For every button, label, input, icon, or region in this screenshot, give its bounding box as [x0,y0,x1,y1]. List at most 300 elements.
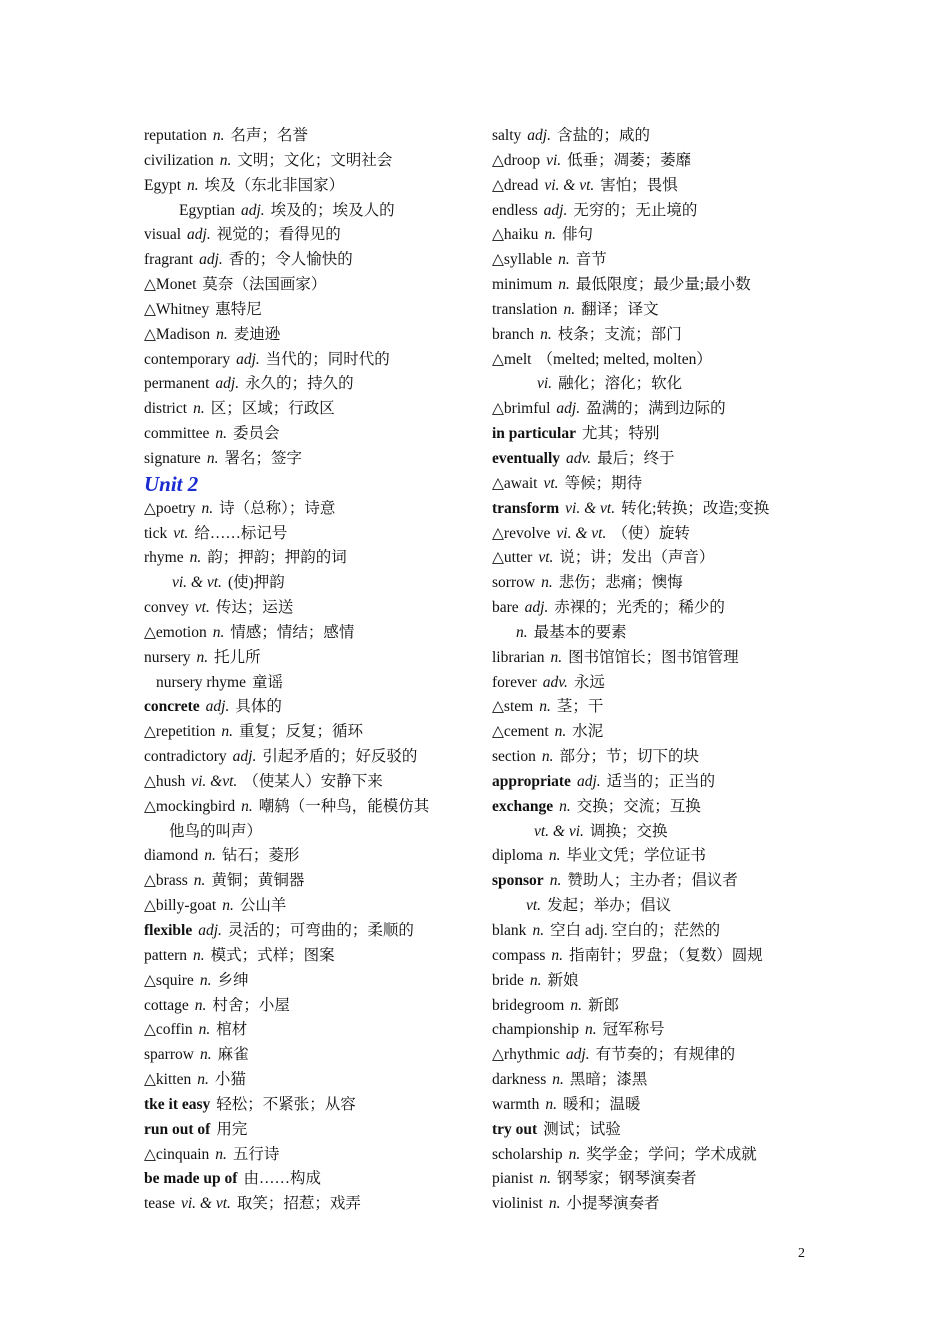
part-of-speech: adj. [556,400,581,418]
part-of-speech: n. [193,872,206,890]
vocab-entry [492,1043,822,1068]
vocab-meaning: 钻石；菱形 [221,847,300,865]
part-of-speech: vi. & vt. [172,574,222,592]
vocab-word: district [144,400,188,418]
part-of-speech: n. [187,176,199,194]
vocab-word: forever [492,673,537,691]
vocab-meaning: 盈满的；满到边际的 [586,400,726,418]
vocab-entry [492,472,822,497]
vocab-meaning: 具体的 [235,698,282,716]
part-of-speech: n. [554,723,567,741]
vocab-word: △Madison [144,325,211,343]
vocab-word: bride [492,971,524,989]
vocab-meaning: 部分；节；切下的块 [559,748,700,766]
vocab-word: in particular [492,425,576,443]
vocab-entry [144,447,474,472]
vocab-word: Egypt [144,176,182,194]
vocab-entry [492,695,822,720]
vocab-entry [144,298,474,323]
vocab-word: permanent [144,375,210,393]
vocab-meaning: 害怕；畏惧 [600,176,678,194]
vocab-meaning: 枝条；支流；部门 [557,325,682,343]
part-of-speech: n. [545,1095,557,1113]
vocab-word: rhyme [144,549,184,567]
vocab-entry [492,447,822,472]
vocab-meaning: 灵活的；可弯曲的；柔顺的 [227,922,414,939]
vocab-word: pianist [492,1170,534,1188]
part-of-speech: adj. [524,599,549,617]
vocab-word: nursery [144,648,191,666]
unit-heading [144,472,474,497]
vocab-word: △Monet [144,276,197,294]
vocab-entry [144,720,474,745]
vocab-meaning: 模式；式样；图案 [210,946,335,964]
vocab-entry [144,497,474,522]
vocab-entry [144,695,474,720]
vocab-entry [144,646,474,671]
vocab-meaning: 情感；情结；感情 [230,623,355,641]
vocab-word: championship [492,1021,579,1039]
vocab-word: blank [492,922,527,939]
vocab-word: △hush [144,772,186,790]
part-of-speech: vi. &vt. [191,772,238,790]
vocab-entry [492,820,822,845]
vocab-entry [492,770,822,795]
part-of-speech: n. [215,1145,227,1163]
vocab-entry [144,248,474,273]
vocab-word: transform [492,499,560,517]
part-of-speech: n. [193,400,205,418]
vocab-word: △droop [492,151,541,169]
vocab-meaning: 黄铜；黄铜器 [211,872,305,890]
vocab-entry [492,571,822,596]
part-of-speech: n. [541,574,553,592]
vocab-entry [492,844,822,869]
vocabulary-column-right [492,124,822,1217]
vocab-entry [492,199,822,224]
vocab-meaning: 传达；运送 [215,599,294,617]
vocab-entry [492,248,822,273]
part-of-speech: adj. [527,127,551,144]
vocab-meaning: 含盐的；咸的 [556,127,650,144]
vocab-meaning: 小提琴演奏者 [566,1195,660,1213]
vocab-word: diamond [144,847,199,865]
part-of-speech: adj. [576,772,601,790]
vocab-entry [144,894,474,919]
part-of-speech: adj. [215,375,240,393]
vocab-word: Egyptian [179,201,235,219]
vocab-entry [492,1143,822,1168]
vocab-word: △revolve [492,524,551,542]
part-of-speech: n. [222,897,234,915]
part-of-speech: n. [548,847,561,865]
part-of-speech: n. [212,127,225,144]
part-of-speech: n. [551,946,564,964]
vocab-word: △Whitney [144,300,210,318]
vocab-meaning: 取笑；招惹；戏弄 [236,1195,361,1213]
part-of-speech: vt. [194,599,210,617]
vocab-entry [492,546,822,571]
vocab-entry [492,671,822,696]
vocab-meaning: 奖学金；学问；学术成就 [586,1145,757,1163]
vocab-word: try out [492,1120,538,1138]
vocab-meaning: 五行诗 [232,1145,280,1163]
vocab-meaning: 赤裸的；光秃的；稀少的 [554,599,725,617]
vocab-entry [144,372,474,397]
page-number: 2 [798,1246,805,1261]
vocab-word: reputation [144,127,207,144]
vocab-word: visual [144,226,182,244]
vocab-word: darkness [492,1071,547,1089]
vocab-entry [492,894,822,919]
vocab-word: △repetition [144,723,216,741]
vocab-word: tick [144,524,168,542]
vocab-meaning: 转化;转换；改造;变换 [621,499,770,517]
vocab-meaning: 茎；干 [556,698,604,716]
vocab-meaning: (使)押韵 [227,574,285,592]
vocab-meaning: 由……构成 [243,1170,321,1188]
vocab-word: △billy-goat [144,897,217,915]
vocab-entry [492,223,822,248]
part-of-speech: adj. [240,201,265,219]
vocab-word: warmth [492,1095,540,1113]
vocab-word: △squire [144,971,194,989]
part-of-speech: n. [540,325,552,343]
vocab-word: contemporary [144,350,231,368]
vocabulary-column-left [144,124,474,1217]
vocab-meaning: 暖和；温暖 [562,1095,641,1113]
vocab-entry [492,1192,822,1217]
part-of-speech: n. [563,300,576,318]
vocab-word: scholarship [492,1145,563,1163]
vocab-word: bare [492,599,519,617]
part-of-speech: n. [550,648,563,666]
vocab-word: pattern [144,946,188,964]
part-of-speech: n. [539,1170,551,1188]
part-of-speech: n. [539,698,551,716]
vocab-entry [144,795,474,820]
part-of-speech: vi. [537,375,553,393]
part-of-speech: n. [189,549,202,567]
vocab-meaning: 重复；反复；循环 [238,723,363,741]
part-of-speech: n. [199,1046,212,1064]
part-of-speech: vi. & vt. [556,524,607,542]
part-of-speech: adj. [236,350,260,368]
vocab-word: branch [492,325,535,343]
vocab-word: eventually [492,449,561,467]
part-of-speech: n. [206,449,219,467]
vocab-entry [492,1068,822,1093]
part-of-speech: n. [201,499,214,517]
vocab-meaning: 乡绅 [217,971,249,989]
vocab-meaning: （melted; melted, molten） [537,350,712,368]
vocab-entry [144,546,474,571]
vocab-entry [492,1093,822,1118]
part-of-speech: n. [544,226,556,244]
vocab-meaning: 莫奈（法国画家） [202,276,327,294]
vocab-entry [492,621,822,646]
vocab-entry [144,1143,474,1168]
vocab-meaning: 测试；试验 [543,1120,621,1138]
vocab-word: △cement [492,723,549,741]
vocab-entry [492,497,822,522]
vocab-entry [144,1167,474,1192]
vocab-word: △poetry [144,499,196,517]
part-of-speech: adj. [232,748,257,766]
part-of-speech: n. [584,1021,597,1039]
vocab-word: △await [492,474,538,492]
vocab-meaning: 嘲鸫（一种鸟，能模仿其 [258,797,430,815]
vocab-entry [144,348,474,373]
vocab-entry [492,869,822,894]
part-of-speech: vt. [543,474,559,492]
part-of-speech: n. [241,797,253,815]
part-of-speech: vt. [538,549,554,567]
vocab-meaning: 适当的；正当的 [606,772,716,790]
vocab-meaning: 香的；令人愉快的 [228,251,353,269]
vocab-word: concrete [144,698,200,716]
vocab-meaning: 村舍；小屋 [212,996,290,1014]
vocab-word: △brimful [492,400,551,418]
vocab-word: appropriate [492,772,571,790]
vocab-word: minimum [492,276,553,294]
vocab-meaning: 文明；文化；文明社会 [237,151,393,169]
part-of-speech: n. [548,1195,561,1213]
vocab-entry [492,372,822,397]
vocab-entry [144,223,474,248]
vocab-entry [144,745,474,770]
vocab-word: endless [492,201,538,219]
vocab-word: △utter [492,549,533,567]
vocab-meaning: 音节 [575,251,607,269]
vocab-meaning: 给……标记号 [194,524,288,542]
vocab-meaning: 小猫 [214,1071,246,1089]
vocab-word: cottage [144,996,189,1014]
vocab-entry [144,770,474,795]
part-of-speech: adv. [542,673,568,691]
vocab-entry [492,149,822,174]
vocab-word: tease [144,1195,175,1213]
part-of-speech: adj. [187,226,211,244]
vocab-word: bridegroom [492,996,565,1014]
part-of-speech: n. [198,1021,211,1039]
vocab-entry [144,820,474,845]
vocab-meaning: 麻雀 [217,1046,249,1064]
vocab-word: nursery rhyme [156,673,246,691]
vocab-entry [144,1043,474,1068]
vocab-entry [492,1167,822,1192]
vocab-entry [492,646,822,671]
part-of-speech: n. [529,971,542,989]
vocab-word: △melt [492,350,532,368]
vocab-word: flexible [144,922,193,939]
part-of-speech: n. [196,648,209,666]
vocab-entry [144,596,474,621]
vocab-meaning: 翻译；译文 [581,300,659,318]
part-of-speech: n. [204,847,216,865]
part-of-speech: adj. [543,201,568,219]
part-of-speech: n. [215,425,228,443]
vocab-word: △syllable [492,251,553,269]
vocab-entry [144,844,474,869]
vocab-meaning: 埃及的；埃及人的 [270,201,395,219]
vocab-meaning: 童谣 [251,673,283,691]
vocab-meaning: 融化；溶化；软化 [558,375,683,393]
vocab-word: violinist [492,1195,543,1213]
vocab-entry [144,1068,474,1093]
vocab-word: △cinquain [144,1145,210,1163]
vocab-word: tke it easy [144,1095,211,1113]
vocab-entry [144,422,474,447]
part-of-speech: n. [197,1071,209,1089]
vocab-entry [492,720,822,745]
vocab-word: sparrow [144,1046,194,1064]
part-of-speech: n. [568,1145,581,1163]
vocab-meaning: 埃及（东北非国家） [204,176,345,194]
vocab-entry [144,1018,474,1043]
vocab-entry [492,124,822,149]
vocab-entry [144,199,474,224]
part-of-speech: n. [221,723,233,741]
vocab-meaning: 最后；终于 [597,449,675,467]
vocab-entry [144,919,474,944]
vocab-word: run out of [144,1120,211,1138]
vocab-entry [492,522,822,547]
vocab-meaning: 调换；交换 [589,822,668,840]
vocab-meaning: 新郎 [587,996,619,1014]
vocab-word: signature [144,449,201,467]
vocab-meaning: 托儿所 [214,648,261,666]
vocab-meaning: 钢琴家；钢琴演奏者 [556,1170,697,1188]
part-of-speech: n. [193,946,205,964]
vocab-meaning: 黑暗；漆黑 [569,1071,648,1089]
vocab-word: △mockingbird [144,797,236,815]
vocab-meaning: 新娘 [547,971,579,989]
vocab-entry [492,174,822,199]
vocab-entry [144,273,474,298]
vocab-meaning: 视觉的；看得见的 [216,226,341,244]
vocab-meaning: 诗（总称）；诗意 [219,499,336,517]
vocab-entry [144,1192,474,1217]
vocab-entry [492,994,822,1019]
vocab-entry [492,745,822,770]
vocab-entry [144,944,474,969]
vocab-entry [144,522,474,547]
vocab-entry [144,869,474,894]
part-of-speech: n. [570,996,582,1014]
part-of-speech: n. [549,872,562,890]
vocab-word: sponsor [492,872,544,890]
part-of-speech: n. [541,748,554,766]
vocab-meaning: 最低限度；最少量;最小数 [575,276,751,294]
vocab-meaning: 棺材 [216,1021,248,1039]
vocab-word: △stem [492,698,534,716]
vocab-meaning: （使）旋转 [612,524,690,542]
vocab-meaning: 图书馆馆长；图书馆管理 [568,648,739,666]
vocab-meaning: 毕业文凭；学位证书 [566,847,706,865]
vocab-meaning: 区；区域；行政区 [210,400,335,418]
vocab-entry [144,969,474,994]
part-of-speech: vi. & vt. [180,1195,231,1213]
vocab-entry [492,969,822,994]
vocab-word: △emotion [144,623,207,641]
vocab-word: committee [144,425,210,443]
vocab-word: △haiku [492,226,539,244]
unit-title: Unit 2 [144,471,199,496]
vocab-entry [492,919,822,944]
vocab-word: △kitten [144,1071,192,1089]
part-of-speech: adj. [198,922,222,939]
vocab-entry [492,397,822,422]
part-of-speech: vi. [546,151,562,169]
vocab-entry [492,298,822,323]
vocab-meaning: 名声；名誉 [230,127,308,144]
vocab-entry [492,1018,822,1043]
vocab-entry [144,621,474,646]
vocab-word: △coffin [144,1021,193,1039]
vocab-meaning: 俳句 [561,226,593,244]
vocab-word: △brass [144,872,188,890]
part-of-speech: vi. & vt. [565,499,616,517]
vocab-meaning: 他鸟的叫声） [169,822,263,840]
vocab-word: sorrow [492,574,536,592]
vocab-word: diploma [492,847,543,865]
vocab-meaning: 赞助人；主办者；倡议者 [567,872,738,890]
part-of-speech: n. [194,996,207,1014]
part-of-speech: vt. & vi. [534,822,584,840]
vocab-meaning: 冠军称号 [602,1021,665,1039]
vocab-entry [144,174,474,199]
vocab-meaning: 水泥 [572,723,604,741]
part-of-speech: adj. [205,698,230,716]
vocab-entry [144,571,474,596]
vocab-word: △dread [492,176,539,194]
part-of-speech: n. [558,251,570,269]
vocab-meaning: 当代的；同时代的 [265,350,390,368]
vocab-meaning: （使某人）安静下来 [243,772,383,790]
vocab-meaning: 低垂；凋萎；萎靡 [567,151,692,169]
vocab-entry [492,348,822,373]
vocab-meaning: 悲伤；悲痛；懊悔 [558,574,683,592]
part-of-speech: adj. [199,251,223,269]
part-of-speech: n. [199,971,212,989]
part-of-speech: n. [552,1071,564,1089]
part-of-speech: n. [219,151,232,169]
vocab-entry [492,795,822,820]
part-of-speech: adv. [566,449,592,467]
vocab-meaning: 永远 [573,673,605,691]
vocab-word: section [492,748,536,766]
vocab-meaning: 无穷的；无止境的 [573,201,698,219]
vocab-entry [492,1118,822,1143]
part-of-speech: adj. [565,1046,590,1064]
part-of-speech: vi. & vt. [544,176,595,194]
vocab-meaning: 引起矛盾的；好反驳的 [262,748,418,766]
vocab-entry [144,323,474,348]
part-of-speech: n. [212,623,225,641]
vocab-meaning: 指南针；罗盘；（复数）圆规 [569,946,763,964]
vocab-entry [492,273,822,298]
vocab-entry [144,1118,474,1143]
vocab-meaning: 尤其；特别 [581,425,660,443]
vocab-meaning: 惠特尼 [215,300,262,318]
vocab-word: △rhythmic [492,1046,560,1064]
vocab-word: contradictory [144,748,227,766]
vocab-meaning: 用完 [216,1120,248,1138]
vocab-entry [144,994,474,1019]
vocab-meaning: 空白 adj. 空白的；茫然的 [550,922,721,939]
vocab-meaning: 麦迪逊 [233,325,281,343]
